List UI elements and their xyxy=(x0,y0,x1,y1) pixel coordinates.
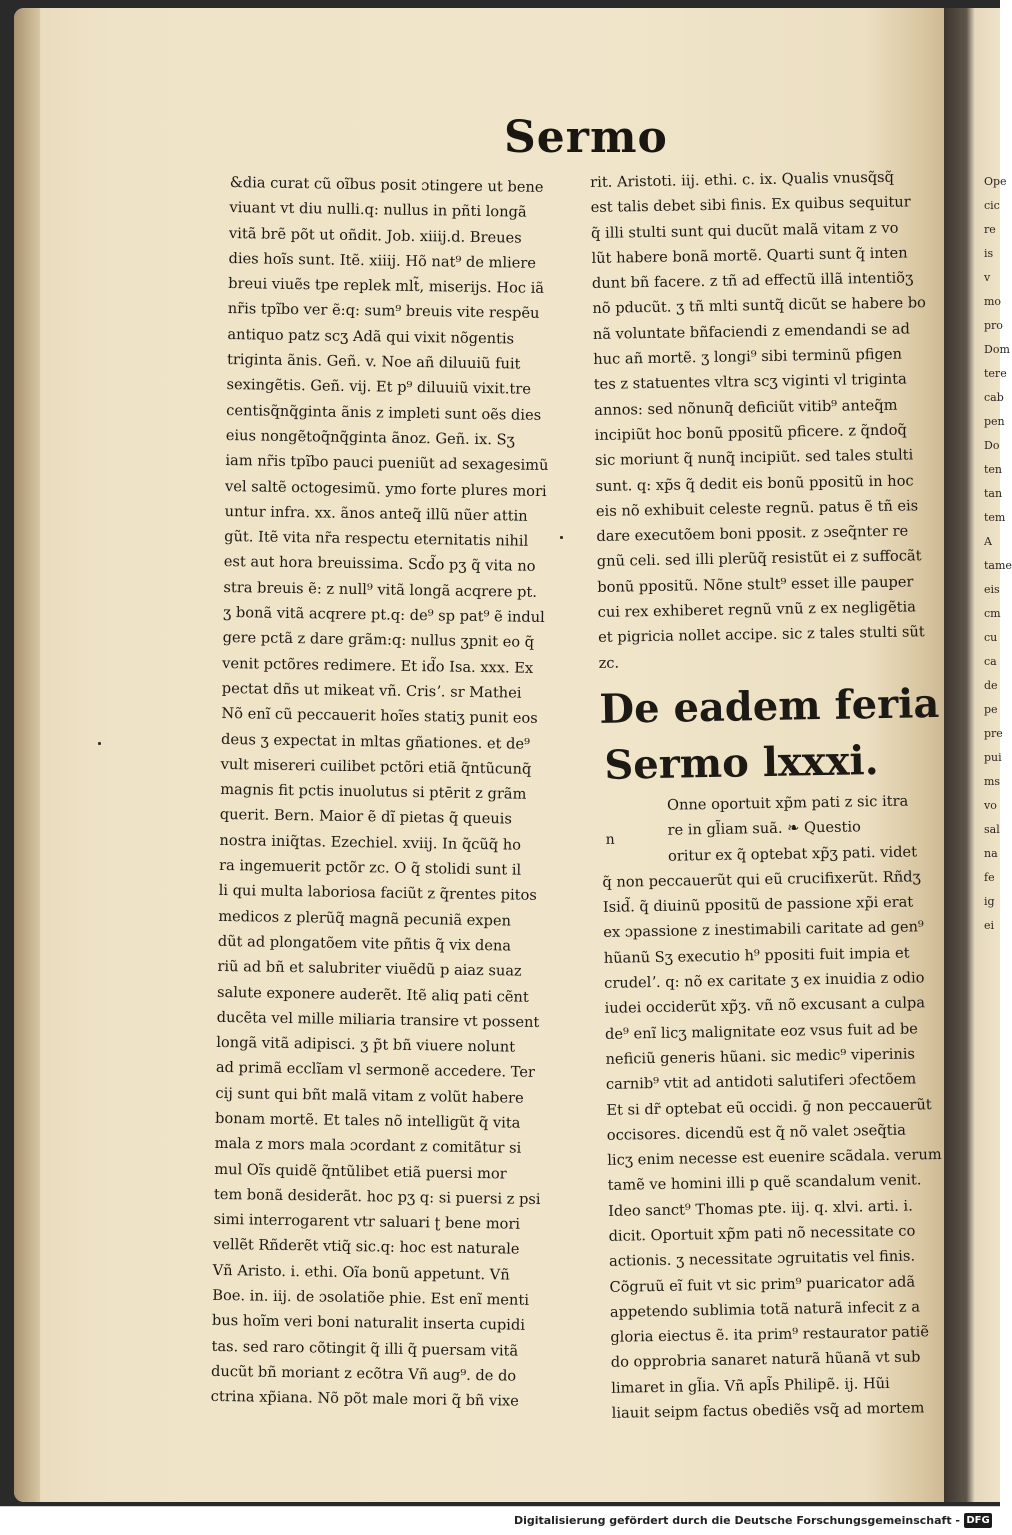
text-line: viuant vt diu nulli.q: nullus in pñti longã xyxy=(229,199,527,221)
text-line: venit pctõres redimere. Et id̃o Isa. xxx. Ex xyxy=(222,654,534,677)
text-line: cij sunt qui bñt malã vitam z volũt habere xyxy=(215,1084,524,1107)
text-line: nostra iniq̃tas. Ezechiel. xviij. In q̃cũq̃ ho xyxy=(219,831,522,854)
text-line: li qui multa laboriosa faciũt z q̃rentes pitos xyxy=(218,882,537,905)
facing-page-fragment: pre xyxy=(984,727,1003,740)
text-line: untur infra. xx. ãnos anteq̃ illũ nũer attin xyxy=(224,502,528,525)
text-line: tas. sed raro cõtingit q̃ illi q̃ puersam vitã xyxy=(211,1337,519,1360)
text-line: gũt. Itẽ vita nr̃a respectu eternitatis nihil xyxy=(224,528,529,550)
text-line: mul Oĩs quidẽ q̃ntũlibet etiã puersi mor xyxy=(214,1160,507,1183)
text-line: ʒ bonã vitã acqrere pt.q: de⁹ sp pat⁹ ẽ indul xyxy=(222,603,545,627)
footer-credit: Digitalisierung gefördert durch die Deutsche Forschungsgemeinschaft - xyxy=(513,1514,960,1527)
text-line: nõ pducũt. ʒ tñ mlti suntq̃ dicũt se habere bo xyxy=(592,294,927,318)
text-line: triginta ãnis. Geñ. v. Noe añ diluuiũ fuit xyxy=(226,351,521,373)
text-line: Ideo sanct⁹ Thomas pte. iij. q. xlvi. arti. i. xyxy=(608,1197,913,1220)
text-line: crudelʼ. q: nõ ex caritate ʒ ex inuidia z odio xyxy=(604,969,925,992)
text-line: vellẽt Rñderẽt vtiq̃ sic.q: hoc est naturale xyxy=(212,1236,520,1259)
text-line: iam nr̃is tpĩbo pauci pueniũt ad sexagesimũ xyxy=(225,452,549,475)
facing-page-fragment: fe xyxy=(984,871,995,884)
facing-page-fragment: ei xyxy=(984,919,995,932)
text-line: dũt ad plongatõem vite pñtis q̃ vix dena xyxy=(217,932,512,955)
text-line: antiquo patz scʒ Adã qui vixit nõgentis xyxy=(227,325,515,348)
text-line: neficiũ generis hũani. sic medic⁹ viperinis xyxy=(605,1045,916,1068)
facing-page-fragment: sal xyxy=(984,823,1000,836)
text-line: carnib⁹ vtit ad antidoti salutiferi ɔfectõem xyxy=(605,1070,917,1094)
text-line: dunt bñ facere. z tñ ad effectũ illã intentiõʒ xyxy=(591,269,914,293)
facing-page-fragment: ig xyxy=(984,895,995,908)
text-line: Onne oportuit xp̃m pati z sic itra xyxy=(666,792,909,814)
text-line: tamẽ ve homini illi p quẽ scandalum venit. xyxy=(607,1171,922,1195)
facing-page-fragments xyxy=(984,170,1012,1470)
facing-page-fragment: re xyxy=(984,223,996,236)
facing-page-fragment: tame xyxy=(984,559,1012,572)
initial-block xyxy=(601,788,938,870)
text-line: deus ʒ expectat in mltas gñationes. et de⁹ xyxy=(220,730,531,753)
facing-page-fragment: na xyxy=(984,847,998,860)
text-line: mala z mors mala ɔcordant z comitãtur si xyxy=(214,1135,522,1157)
facing-page-fragment: ca xyxy=(984,655,997,668)
facing-page-fragment: mo xyxy=(984,295,1002,308)
text-line: nr̃is tpĩbo ver ẽ:q: sum⁹ breuis vite respẽu xyxy=(227,300,540,323)
dfg-logo: DFG xyxy=(964,1513,992,1528)
text-line: tem bonã desiderãt. hoc pʒ q: si puersi z psi xyxy=(213,1185,541,1208)
text-line: bonam mortẽ. Et tales nõ intelligũt q̃ vita xyxy=(214,1109,521,1132)
text-line: actionis. ʒ necessitate ɔgruitatis vel finis. xyxy=(608,1247,916,1271)
text-line: medicos z plerũq̃ magnã pecuniã expen xyxy=(218,907,512,930)
initial-letter: n xyxy=(605,831,615,848)
sermon-heading: Sermo lxxxi. xyxy=(603,736,879,789)
facing-page-fragment: pen xyxy=(984,415,1005,428)
text-line: Et si dr̃ optebat eũ occidi. ḡ non peccauerũt xyxy=(606,1095,932,1119)
digitization-footer xyxy=(0,1506,1000,1535)
text-line: liauit seipm factus obediẽs vsq̃ ad mortem xyxy=(611,1399,925,1422)
text-line: Boe. in. iij. de ɔsolatiõe phie. Est enĩ menti xyxy=(212,1286,530,1309)
text-line: est aut hora breuissima. Scd̃o pʒ q̃ vita no xyxy=(223,553,536,576)
facing-page-fragment: de xyxy=(984,679,998,692)
facing-page-fragment: pui xyxy=(984,751,1002,764)
text-line: magnis fit pctis inuolutus si ptērit z grãm xyxy=(220,781,527,803)
page-edge xyxy=(14,8,40,1502)
text-line: pectat dñs ut mikeat vñ. Crisʼ. sr Mathei xyxy=(221,679,522,702)
text-line: vitã brẽ põt ut oñdit. Job. xiiij.d. Breues xyxy=(228,224,522,247)
text-line: Nõ enĩ cũ peccauerit hoĩes statiʒ punit eos xyxy=(221,705,538,728)
text-line: hũanũ Sʒ executio h⁹ ppositi fuit impia et xyxy=(603,944,910,967)
facing-page-fragment: A xyxy=(984,535,992,548)
text-line: gere pctã z dare grãm:q: nullus ʒpnit eo q̃ xyxy=(222,629,535,652)
text-line: de⁹ enĩ licʒ malignitate eoz vsus fuit ad be xyxy=(604,1020,919,1043)
text-line: ex ɔpassione z inestimabili caritate ad gen⁹ xyxy=(603,918,924,942)
text-line: q̃ illi stulti sunt qui ducũt malã vitam z vo xyxy=(590,219,899,242)
text-line: cui rex exhiberet regnũ vnũ z ex negligẽtia xyxy=(597,598,917,621)
text-line: centisq̃nq̃ginta ãnis z impleti sunt oẽs dies xyxy=(226,401,542,424)
facing-page-fragment: Do xyxy=(984,439,1000,452)
text-line: do opprobria sanaret naturã hũanã vt sub xyxy=(610,1348,921,1372)
text-line: Cõgruũ eĩ fuit vt sic prim⁹ puaricator adã xyxy=(609,1273,916,1296)
text-line: huc añ mortẽ. ʒ longi⁹ sibi terminũ pfigen xyxy=(593,345,903,369)
facing-page-fragment: eis xyxy=(984,583,1000,596)
text-line: dies hoĩs sunt. Itẽ. xiiij. Hõ nat⁹ de mliere xyxy=(228,249,537,272)
text-line: vult misereri cuilibet pctõri etiã q̃ntũcunq̃ xyxy=(220,755,532,778)
text-line: Vñ Aristo. i. ethi. Oĩa bonũ appetunt. Vñ xyxy=(212,1261,510,1284)
text-line: querit. Bern. Maior ẽ dĩ pietas q̃ queuis xyxy=(219,806,513,828)
text-line: est talis debet sibi finis. Ex quibus sequitur xyxy=(590,193,911,217)
text-line: et pigricia nollet accipe. sic z tales stulti sũt xyxy=(598,623,925,647)
text-line: ra ingemuerit pctõr zc. O q̃ stolidi sunt il xyxy=(218,856,522,879)
text-line: salute exponere auderẽt. Itẽ aliq pati cẽnt xyxy=(216,983,529,1006)
text-line: eius nongẽtoq̃nq̃ginta ãnoz. Geñ. ix. Sʒ xyxy=(225,426,515,449)
facing-page-fragment: Dom xyxy=(984,343,1010,356)
facing-page-fragment: vo xyxy=(984,799,997,812)
text-line: ducũt bñ moriant z ecõtra Vñ aug⁹. de do xyxy=(210,1362,517,1385)
text-line: incipiũt hoc bonũ ppositũ pficere. z q̃ndoq̃ xyxy=(594,421,907,444)
text-line: ducẽta vel mille miliaria transire vt possent xyxy=(216,1008,540,1031)
text-line: riũ ad bñ et salubriter viuẽdũ p aiaz suaz xyxy=(217,958,522,980)
section-heading: De eadem feria xyxy=(599,679,940,733)
text-line: stra breuis ẽ: z null⁹ vitã longã acqrere pt. xyxy=(223,578,538,601)
text-line: q̃ non peccauerũt qui eũ crucifixerũt. Rñdʒ xyxy=(602,868,921,891)
text-line: sic moriunt q̃ nunq̃ incipiũt. sed tales stulti xyxy=(594,446,914,470)
text-line: ad primã ecclĩam vl sermonẽ accedere. Ter xyxy=(215,1059,536,1082)
text-line: sunt. q: xp̃s q̃ dedit eis bonũ ppositũ in hoc xyxy=(595,471,914,495)
facing-page-fragment: tan xyxy=(984,487,1003,500)
facing-page-fragment: cic xyxy=(984,199,1000,212)
facing-page-fragment: Ope xyxy=(984,175,1007,188)
text-line: appetendo sublimia totã naturã infecit z a xyxy=(609,1298,921,1321)
text-line: ctrina xp̃iana. Nõ põt male mori q̃ bñ vixe xyxy=(210,1388,519,1410)
text-line: breui viuẽs tpe replek mlt̃, miserijs. Hoc iã xyxy=(228,275,545,298)
facing-page-fragment: cab xyxy=(984,391,1004,404)
text-line: eis nõ exhibuit celeste regnũ. patus ẽ tñ eis xyxy=(595,497,919,520)
ink-mark xyxy=(98,742,101,745)
facing-page-fragment: tem xyxy=(984,511,1006,524)
text-line: &dia curat cũ oĩbus posit ɔtingere ut bene xyxy=(229,173,544,196)
text-line: dicit. Oportuit xp̃m pati nõ necessitate co xyxy=(608,1222,916,1245)
running-head: Sermo xyxy=(504,112,668,163)
facing-page-fragment: pe xyxy=(984,703,998,716)
text-line: re in gl̃iam suã. ❧ Questio xyxy=(667,818,862,839)
text-line: rit. Aristoti. iij. ethi. c. ix. Qualis vnusq̃sq̃ xyxy=(590,168,895,191)
text-line: bus hoĩm veri boni naturalit inserta cupidi xyxy=(211,1312,526,1335)
text-line: longã vitã adipisci. ʒ p̃t bñ viuere nolunt xyxy=(216,1033,516,1056)
facing-page-fragment: ten xyxy=(984,463,1003,476)
text-line: simi interrogarent vtr saluari ʈ bene mori xyxy=(213,1211,521,1233)
text-column-right xyxy=(590,164,948,1426)
text-column-left xyxy=(211,170,570,1415)
text-line: vel saltẽ octogesimũ. ymo forte plures mori xyxy=(224,477,547,500)
facing-page-fragment: pro xyxy=(984,319,1003,332)
text-line: gloria eiectus ẽ. ita prim⁹ restaurator patiẽ xyxy=(610,1323,930,1346)
facing-page-fragment: tere xyxy=(984,367,1007,380)
text-line: limaret in gl̃ia. Vñ apl̃s Philipẽ. ij. Hũi xyxy=(611,1374,890,1397)
facing-page-fragment: v xyxy=(984,271,991,284)
text-line: oritur ex q̃ optebat xp̃ʒ pati. videt xyxy=(667,842,918,865)
facing-page-fragment: cu xyxy=(984,631,998,644)
text-line: sexingẽtis. Geñ. vij. Et p⁹ diluuiũ vixit.tre xyxy=(226,376,532,399)
facing-page-fragment: cm xyxy=(984,607,1001,620)
text-line: gnũ celi. sed illi plerũq̃ resistũt ei z suffocãt xyxy=(596,547,922,571)
text-line: zc. xyxy=(598,654,620,672)
text-line: iudei occiderũt xp̃ʒ. vñ nõ excusant a culpa xyxy=(604,994,926,1018)
text-line: lũt habere bonã mortẽ. Quarti sunt q̃ inten xyxy=(591,244,908,267)
text-line: nã voluntate bñfaciendi z emendandi se ad xyxy=(592,320,911,343)
facing-page-fragment: ms xyxy=(984,775,1001,788)
facing-page-fragment: is xyxy=(984,247,994,260)
ink-mark xyxy=(560,536,563,539)
text-line: licʒ enim necesse est euenire scãdala. verum xyxy=(607,1146,942,1169)
text-line: tes z statuentes vltra scʒ viginti vl triginta xyxy=(593,370,907,394)
text-line: Isid̃. q̃ diuinũ ppositũ de passione xp̃i erat xyxy=(602,893,914,917)
text-line: dare executõem boni pposit. z ɔseq̃nter re xyxy=(596,522,909,546)
text-line: occisores. dicendũ est q̃ nõ valet ɔseq̃tia xyxy=(606,1121,907,1144)
text-line: annos: sed nõnunq̃ deficiũt vitib⁹ anteq̃m xyxy=(594,396,898,419)
text-line: bonũ ppositũ. Nõne stult⁹ esset ille pauper xyxy=(597,573,914,596)
